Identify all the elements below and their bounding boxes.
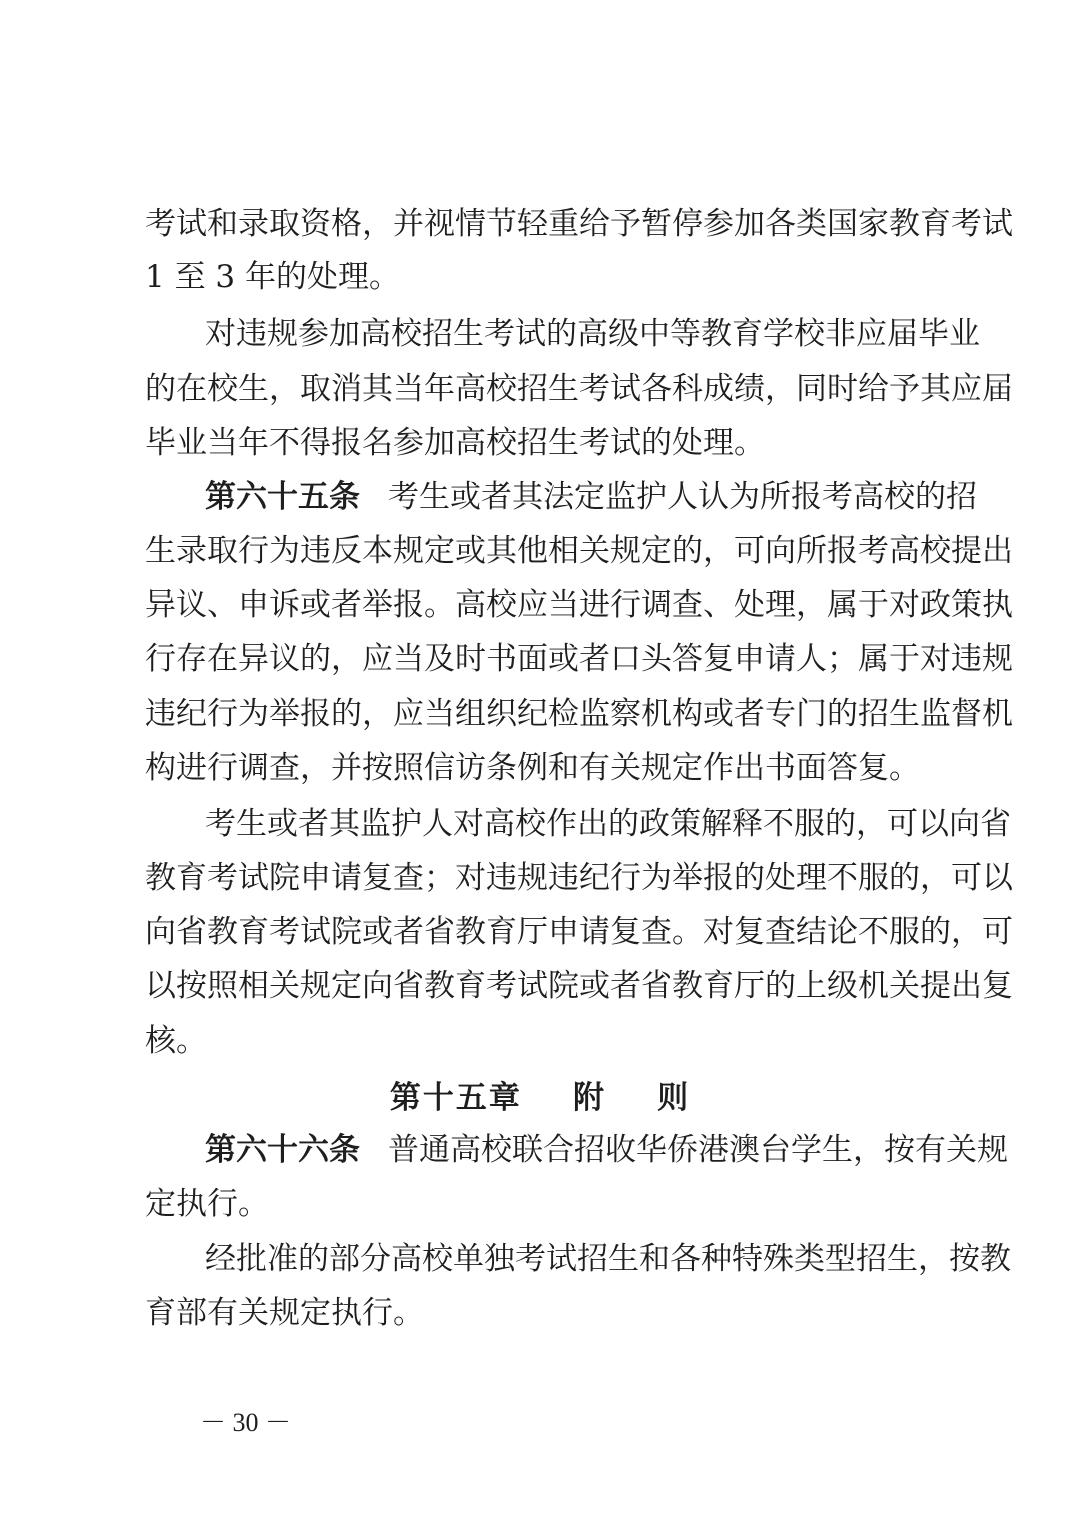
- article-66-text: 普通高校联合招收华侨港澳台学生，按有关规: [388, 1132, 1008, 1168]
- paragraph-line: 经批准的部分高校单独考试招生和各种特殊类型招生，按教: [205, 1241, 1011, 1277]
- page-number: － 30 －: [200, 1408, 292, 1437]
- article-65-text: 考生或者其法定监护人认为所报考高校的招: [388, 479, 977, 515]
- article-65-heading: 第六十五条: [205, 479, 360, 515]
- paragraph-line: 教育考试院申请复查；对违规违纪行为举报的处理不服的，可以: [145, 860, 1013, 896]
- paragraph-line: 以按照相关规定向省教育考试院或者省教育厅的上级机关提出复: [145, 968, 1013, 1004]
- paragraph-line: 向省教育考试院或者省教育厅申请复查。对复查结论不服的，可: [145, 914, 1013, 950]
- paragraph-line: 毕业当年不得报名参加高校招生考试的处理。: [145, 425, 765, 461]
- chapter-title: 第十五章 附 则: [389, 1080, 691, 1116]
- paragraph-line: 育部有关规定执行。: [145, 1295, 424, 1331]
- article-66-heading: 第六十六条: [205, 1132, 360, 1168]
- paragraph-line: 对违规参加高校招生考试的高级中等教育学校非应届毕业: [205, 316, 980, 352]
- paragraph-line: 考试和录取资格，并视情节轻重给予暂停参加各类国家教育考试: [145, 206, 1013, 242]
- paragraph-line: 1 至 3 年的处理。: [145, 259, 401, 295]
- paragraph-line: 异议、申诉或者举报。高校应当进行调查、处理，属于对政策执: [145, 587, 1013, 623]
- article-65-first-line: [205, 471, 977, 523]
- paragraph-line: 的在校生，取消其当年高校招生考试各科成绩，同时给予其应届: [145, 371, 1013, 407]
- paragraph-line: 构进行调查，并按照信访条例和有关规定作出书面答复。: [145, 750, 920, 786]
- paragraph-line: 核。: [145, 1023, 207, 1059]
- article-66-first-line: [205, 1124, 1008, 1176]
- paragraph-line: 违纪行为举报的，应当组织纪检监察机构或者专门的招生监督机: [145, 696, 1013, 732]
- paragraph-line: 考生或者其监护人对高校作出的政策解释不服的，可以向省: [205, 806, 1011, 842]
- paragraph-line: 生录取行为违反本规定或其他相关规定的，可向所报考高校提出: [145, 533, 1013, 569]
- paragraph-line: 定执行。: [145, 1186, 269, 1222]
- paragraph-line: 行存在异议的，应当及时书面或者口头答复申请人；属于对违规: [145, 641, 1013, 677]
